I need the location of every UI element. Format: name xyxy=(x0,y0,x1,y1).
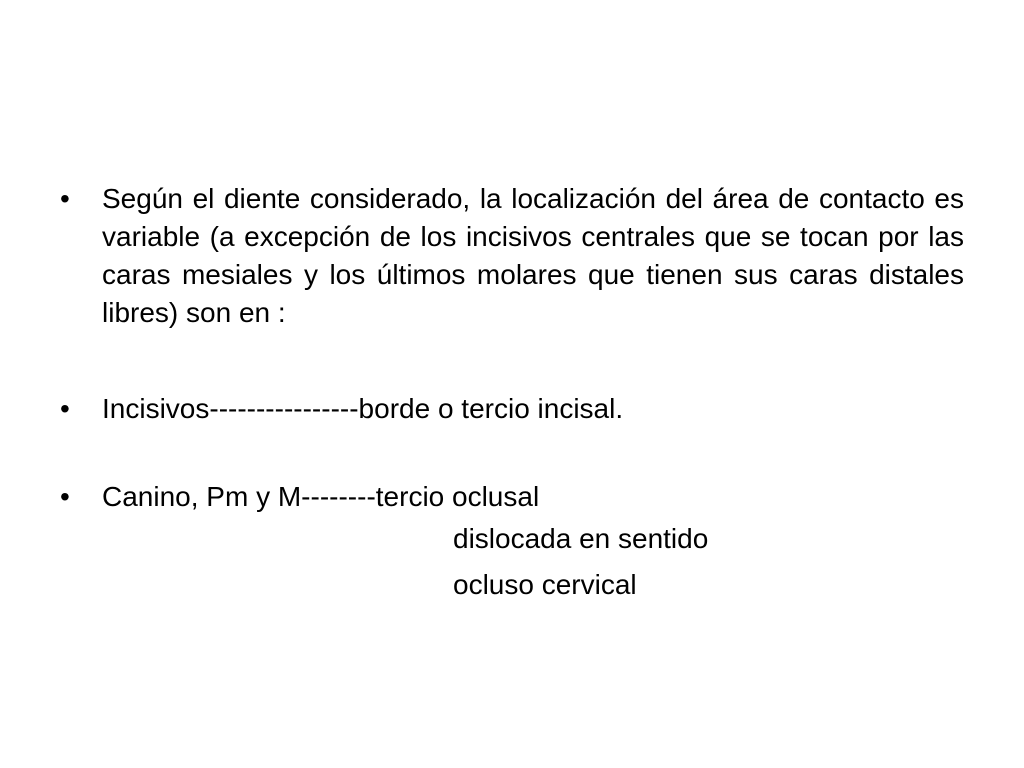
bullet-icon: • xyxy=(60,393,70,424)
bullet-item-contact-area xyxy=(60,180,964,332)
bullet-icon: • xyxy=(60,481,70,512)
bullet-item-canino xyxy=(60,478,964,608)
bullet-item-incisivos xyxy=(60,390,964,428)
bullet-text-incisivos: Incisivos----------------borde o tercio incisal. xyxy=(102,393,624,424)
bullet-text-canino: Canino, Pm y M--------tercio oclusal xyxy=(102,481,540,512)
bullet-list xyxy=(60,180,964,608)
bullet-icon: • xyxy=(60,183,70,214)
bullet-continuation-line-1: dislocada en sentido xyxy=(453,523,709,554)
bullet-text-contact-area: Según el diente considerado, la localización del área de contacto es variable (a excepción de los incisivos centrales que se tocan por las caras mesiales y los últimos molares que tienen sus caras distales libres) son en : xyxy=(102,183,964,328)
bullet-continuation-line-2: ocluso cervical xyxy=(453,569,637,600)
